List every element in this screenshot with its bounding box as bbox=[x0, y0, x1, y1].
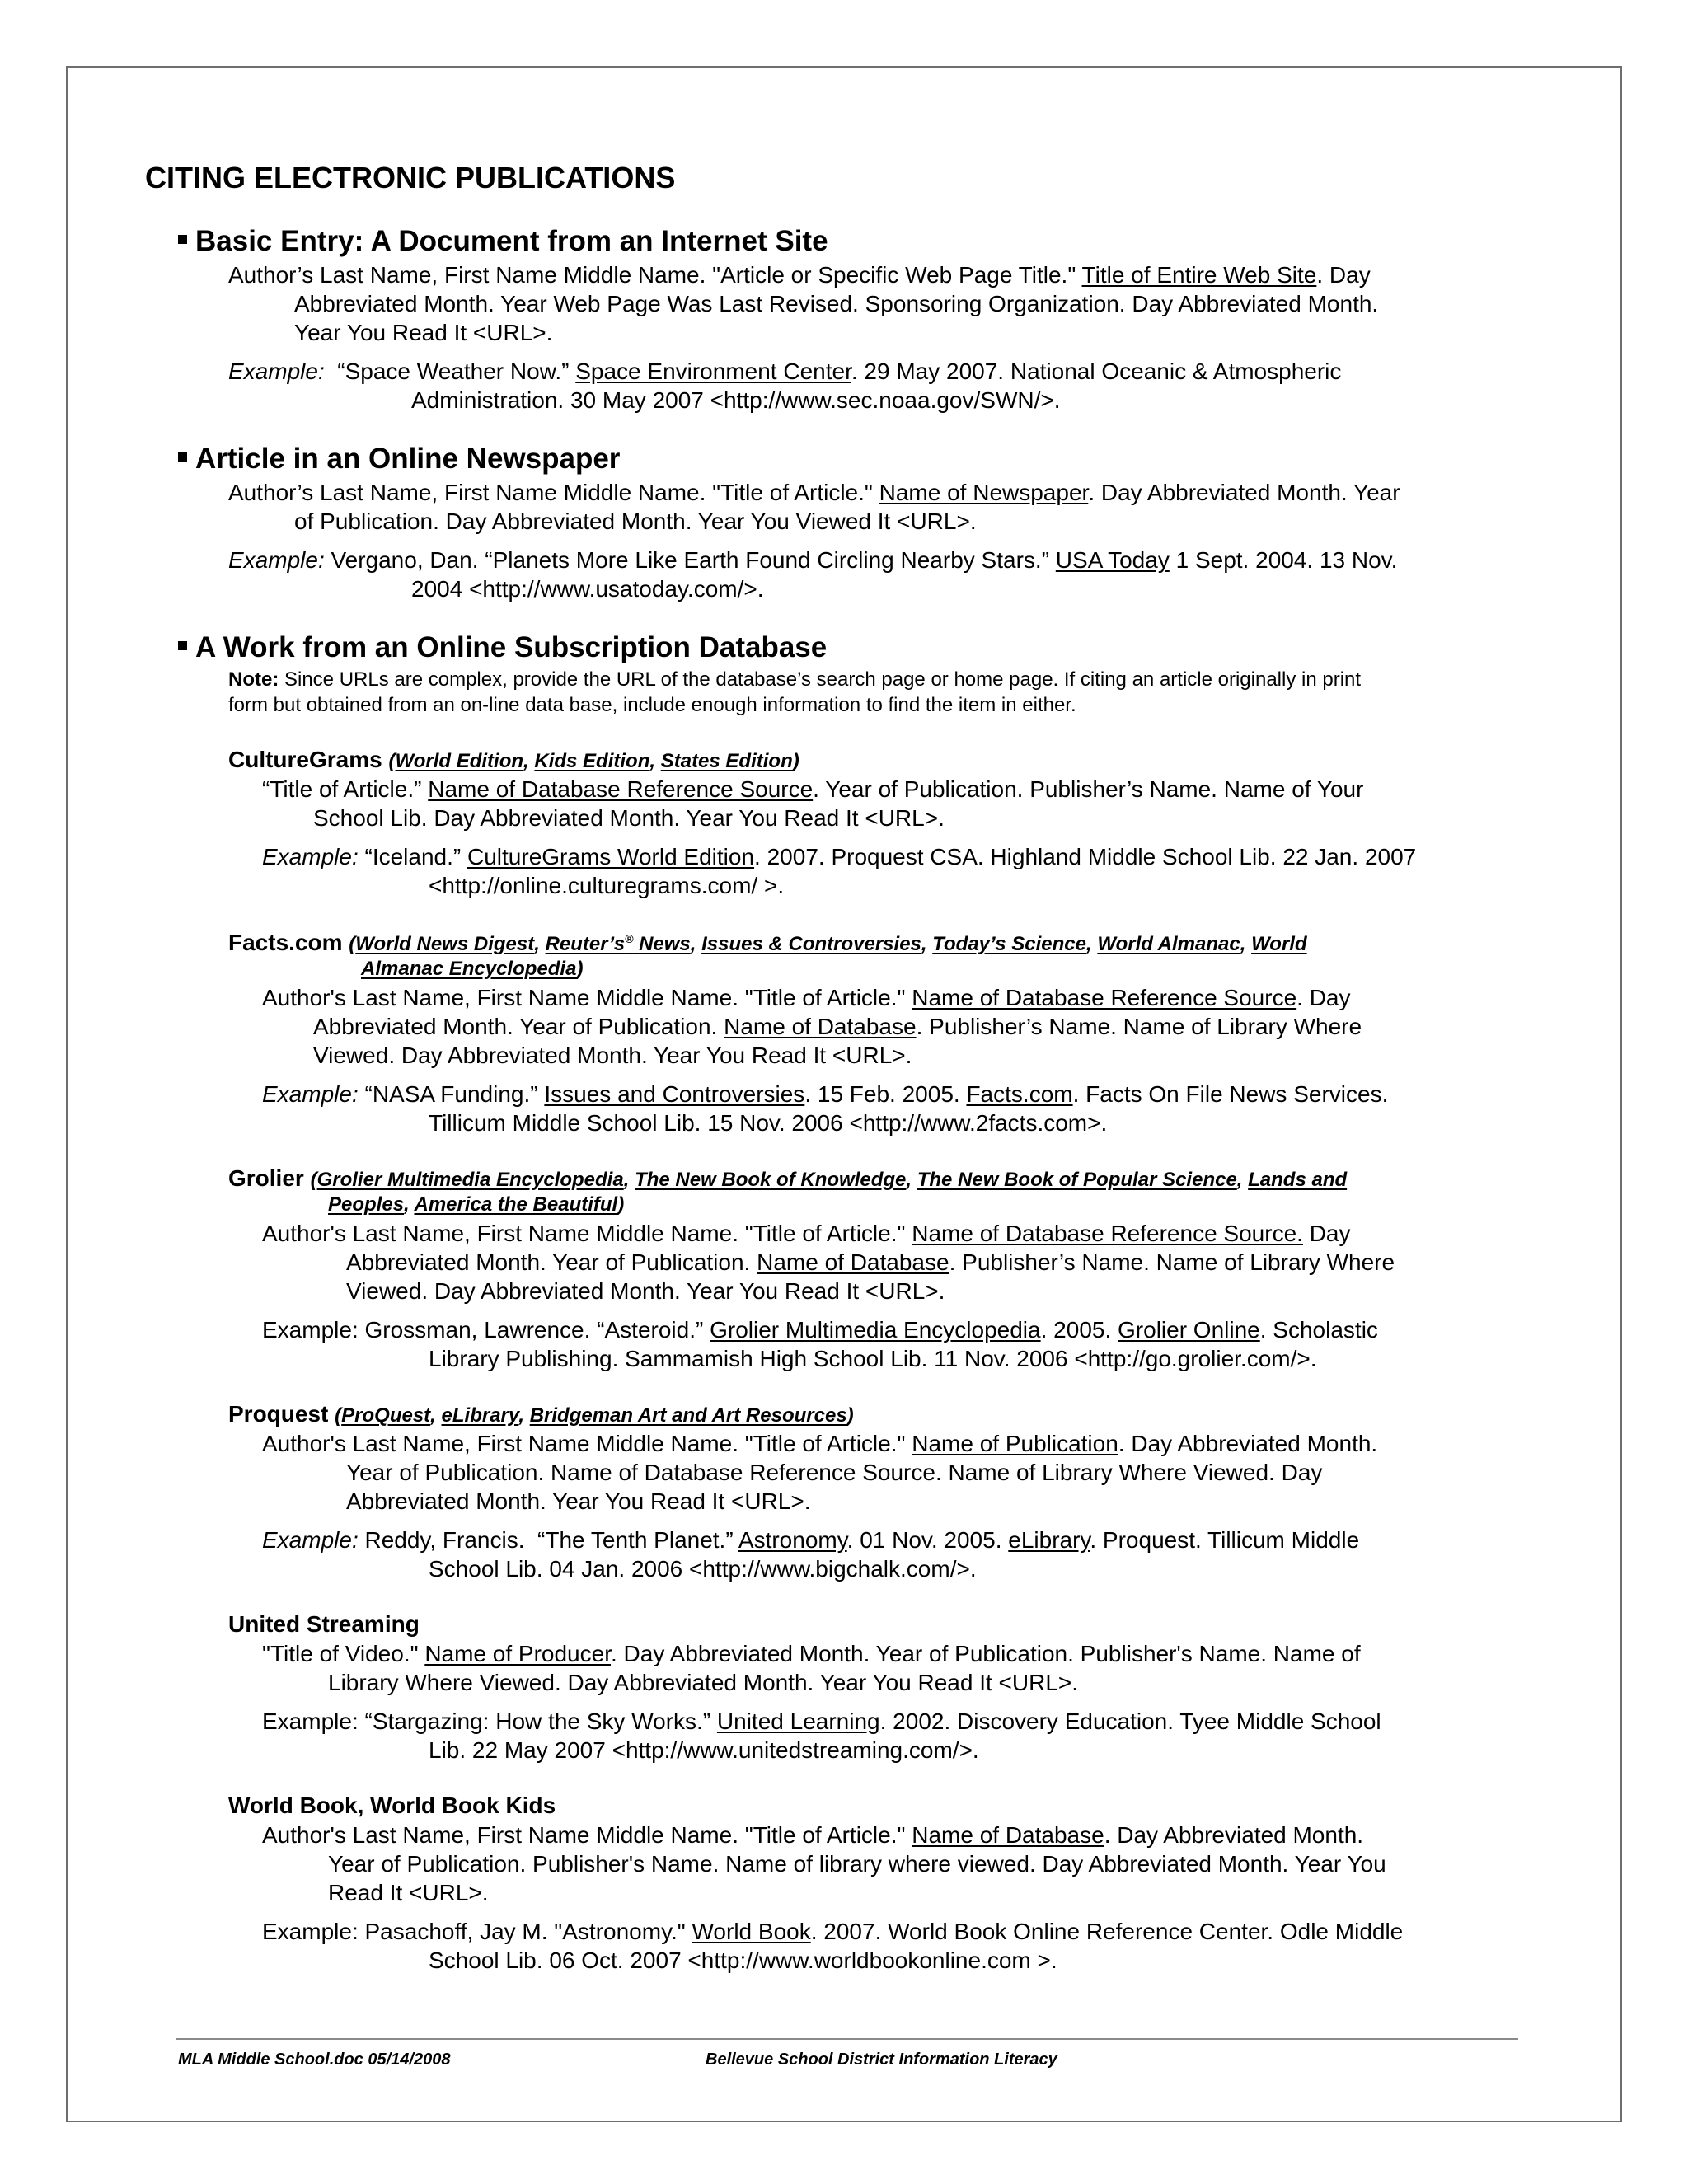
citation-example-proquest: Example: Reddy, Francis. “The Tenth Planet.” Astronomy. 01 Nov. 2005. eLibrary. Proquest. Tillicum Middle School Lib. 04 Jan. 2006 <http://www.bigchalk.com/>. bbox=[262, 1527, 1360, 1582]
citation-format-united-streaming: "Title of Video." Name of Producer. Day Abbreviated Month. Year of Publication. Publisher's Name. Name of Library Where Viewed. Day Abbreviated Month. Year You Read It <URL>. bbox=[262, 1641, 1361, 1695]
citation-format-grolier: Author's Last Name, First Name Middle Name. "Title of Article." Name of Database Reference Source. Day Abbreviated Month. Year of Publication. Name of Database. Publisher’s Name. Name of Library Where Viewed. Day Abbreviated Month. Year You Read It <URL>. bbox=[262, 1221, 1395, 1304]
footer-divider bbox=[176, 2038, 1518, 2040]
bullet-icon bbox=[178, 641, 187, 650]
citation-example-united-streaming: Example: “Stargazing: How the Sky Works.” United Learning. 2002. Discovery Education. Tyee Middle School Lib. 22 May 2007 <http://www.unitedstreaming.com/>. bbox=[262, 1708, 1381, 1763]
database-heading-culturegrams: CultureGrams (World Edition, Kids Edition, States Edition) bbox=[228, 747, 799, 772]
citation-format-facts-com: Author's Last Name, First Name Middle Name. "Title of Article." Name of Database Reference Source. Day Abbreviated Month. Year of Publication. Name of Database. Publisher’s Name. Name of Library Where Viewed. Day Abbreviated Month. Year You Read It <URL>. bbox=[262, 985, 1362, 1068]
database-heading-proquest: Proquest (ProQuest, eLibrary, Bridgeman Art and Art Resources) bbox=[228, 1401, 854, 1427]
citation-example-grolier: Example: Grossman, Lawrence. “Asteroid.” Grolier Multimedia Encyclopedia. 2005. Grolier Online. Scholastic Library Publishing. Sammamish High School Lib. 11 Nov. 2006 <http://go.grolier.com/>. bbox=[262, 1317, 1378, 1371]
citation-format-proquest: Author's Last Name, First Name Middle Name. "Title of Article." Name of Publication. Day Abbreviated Month. Year of Publication. Name of Database Reference Source. Name of Library Where Viewed. Day Abbreviated Month. Year You Read It <URL>. bbox=[262, 1431, 1378, 1514]
database-note: Note: Since URLs are complex, provide the URL of the database’s search page or home page. If citing an article originally in print form but obtained from an on-line data base, include enough information to find the item in either. bbox=[228, 668, 1362, 716]
database-heading-united-streaming: United Streaming bbox=[228, 1611, 420, 1637]
citation-format-basic: Author’s Last Name, First Name Middle Name. "Article or Specific Web Page Title." Title of Entire Web Site. Day Abbreviated Month. Year Web Page Was Last Revised. Sponsoring Organization. Day Abbreviated Month. Year You Read It <URL>. bbox=[228, 262, 1379, 345]
citation-format-newspaper: Author’s Last Name, First Name Middle Name. "Title of Article." Name of Newspaper. Day Abbreviated Month. Year of Publication. Day Abbreviated Month. Year You Viewed It <URL>. bbox=[228, 480, 1400, 534]
citation-example-basic: Example: “Space Weather Now.” Space Environment Center. 29 May 2007. National Oceanic & Atmospheric Administration. 30 May 2007 <http://www.sec.noaa.gov/SWN/>. bbox=[228, 359, 1342, 413]
citation-example-newspaper: Example: Vergano, Dan. “Planets More Like Earth Found Circling Nearby Stars.” USA Today 1 Sept. 2004. 13 Nov. 2004 <http://www.usatoday.com/>. bbox=[228, 547, 1398, 602]
footer-organization: Bellevue School District Information Literacy bbox=[706, 2050, 1057, 2069]
bullet-icon bbox=[178, 452, 187, 462]
section-heading-basic-entry: Basic Entry: A Document from an Internet Site bbox=[178, 225, 828, 258]
section-heading-subscription-database: A Work from an Online Subscription Database bbox=[178, 631, 827, 664]
citation-format-culturegrams: “Title of Article.” Name of Database Reference Source. Year of Publication. Publisher’s Name. Name of Your School Lib. Day Abbreviated Month. Year You Read It <URL>. bbox=[262, 776, 1364, 831]
page-title: CITING ELECTRONIC PUBLICATIONS bbox=[145, 161, 676, 194]
citation-example-culturegrams: Example: “Iceland.” CultureGrams World Edition. 2007. Proquest CSA. Highland Middle School Lib. 22 Jan. 2007 <http://online.culturegrams.com/ >. bbox=[262, 844, 1417, 898]
database-products-grolier-continued: Peoples, America the Beautiful) bbox=[328, 1193, 625, 1216]
database-heading-facts-com: Facts.com (World News Digest, Reuter’s® News, Issues & Controversies, Today’s Science, World Almanac, World bbox=[228, 930, 1307, 955]
citation-example-facts-com: Example: “NASA Funding.” Issues and Controversies. 15 Feb. 2005. Facts.com. Facts On File News Services. Tillicum Middle School Lib. 15 Nov. 2006 <http://www.2facts.com>. bbox=[262, 1081, 1389, 1136]
database-heading-grolier: Grolier (Grolier Multimedia Encyclopedia, The New Book of Knowledge, The New Book of Popular Science, Lands and bbox=[228, 1165, 1348, 1191]
bullet-icon bbox=[178, 235, 187, 244]
section-heading-online-newspaper: Article in an Online Newspaper bbox=[178, 443, 620, 476]
database-products-facts-continued: Almanac Encyclopedia) bbox=[361, 958, 584, 980]
citation-format-world-book: Author's Last Name, First Name Middle Name. "Title of Article." Name of Database. Day Abbreviated Month. Year of Publication. Publisher's Name. Name of library where viewed. Day Abbreviated Month. Year You Read It <URL>. bbox=[262, 1822, 1386, 1905]
footer-document-name: MLA Middle School.doc 05/14/2008 bbox=[178, 2050, 451, 2069]
database-heading-world-book: World Book, World Book Kids bbox=[228, 1793, 556, 1818]
citation-example-world-book: Example: Pasachoff, Jay M. "Astronomy." World Book. 2007. World Book Online Reference Center. Odle Middle School Lib. 06 Oct. 2007 <http://www.worldbookonline.com >. bbox=[262, 1919, 1404, 1973]
